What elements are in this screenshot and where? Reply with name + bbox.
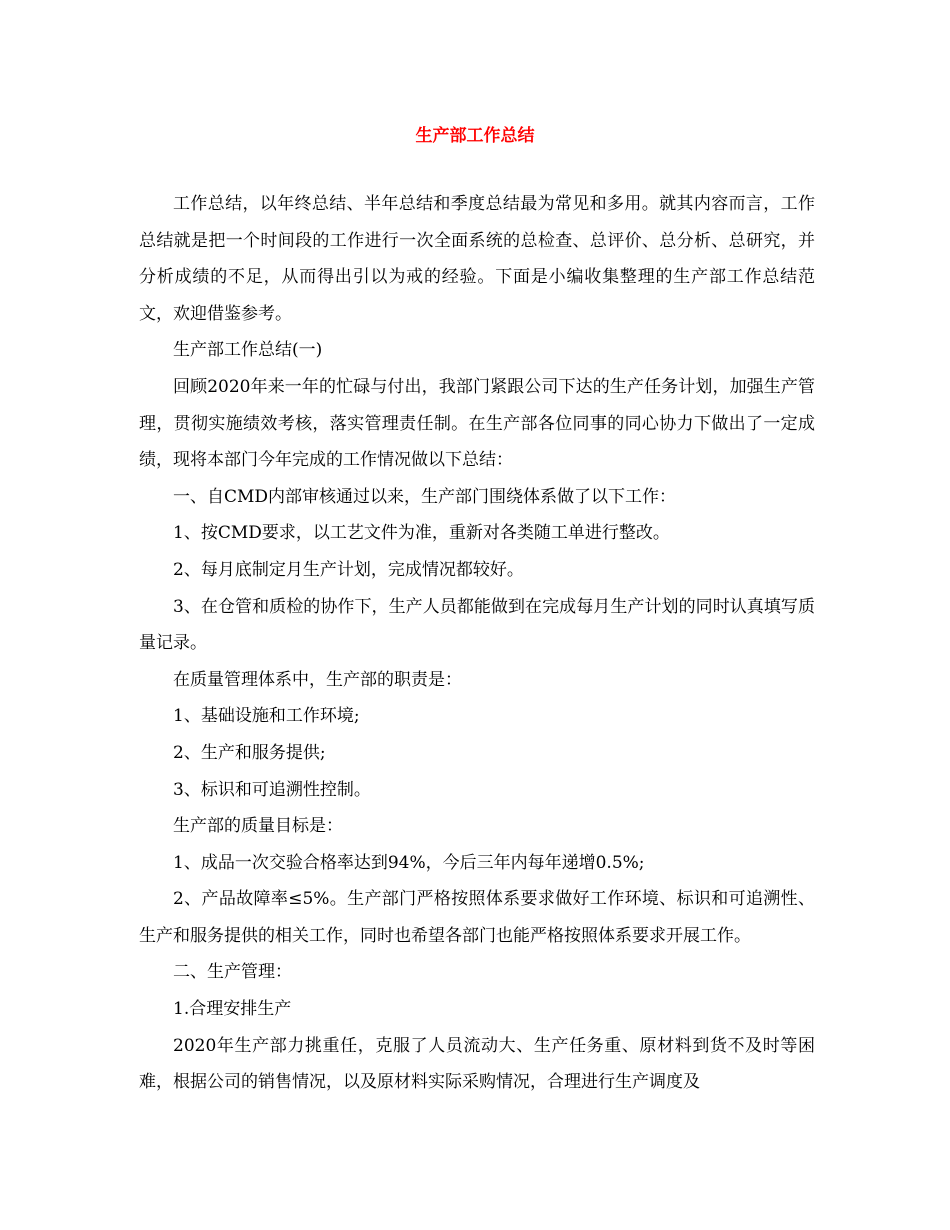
paragraph-item: 3、标识和可追溯性控制。 <box>173 779 371 800</box>
document-body <box>139 186 815 1101</box>
paragraph-section-heading: 生产部工作总结(一) <box>173 340 323 361</box>
paragraph-item: 1.合理安排生产 <box>173 999 292 1020</box>
paragraph-item: 2、产品故障率≤5%。生产部门严格按照体系要求做好工作环境、标识和可追溯性、生产和服务提供的相关工作，同时也希望各部门也能严格按照体系要求开展工作。 <box>139 889 815 946</box>
paragraph-item: 在质量管理体系中，生产部的职责是： <box>173 669 462 690</box>
paragraph-item: 生产部的质量目标是： <box>173 816 343 837</box>
paragraph-item: 1、按CMD要求，以工艺文件为准，重新对各类随工单进行整改。 <box>173 523 670 544</box>
paragraph-item: 二、生产管理： <box>173 962 292 983</box>
paragraph-item: 1、基础设施和工作环境; <box>173 706 360 727</box>
paragraph-item: 2、每月底制定月生产计划，完成情况都较好。 <box>173 559 524 580</box>
paragraph-item: 2、生产和服务提供; <box>173 742 326 763</box>
paragraph-item: 一、自CMD内部审核通过以来，生产部门围绕体系做了以下工作： <box>173 486 677 507</box>
paragraph-intro: 工作总结，以年终总结、半年总结和季度总结最为常见和多用。就其内容而言，工作总结就是把一个时间段的工作进行一次全面系统的总检查、总评价、总分析、总研究，并分析成绩的不足，从而得出引以为戒的经验。下面是小编收集整理的生产部工作总结范文，欢迎借鉴参考。 <box>139 194 815 324</box>
paragraph-item: 1、成品一次交验合格率达到94%，今后三年内每年递增0.5%; <box>173 852 645 873</box>
paragraph-item: 2020年生产部力挑重任，克服了人员流动大、生产任务重、原材料到货不及时等困难，根据公司的销售情况，以及原材料实际采购情况，合理进行生产调度及 <box>139 1035 815 1093</box>
document-title: 生产部工作总结 <box>415 126 535 146</box>
paragraph-review: 回顾2020年来一年的忙碌与付出，我部门紧跟公司下达的生产任务计划，加强生产管理，贯彻实施绩效考核，落实管理责任制。在生产部各位同事的同心协力下做出了一定成绩，现将本部门今年完成的工作情况做以下总结： <box>139 376 815 471</box>
paragraph-item: 3、在仓管和质检的协作下，生产人员都能做到在完成每月生产计划的同时认真填写质量记录。 <box>139 596 815 654</box>
